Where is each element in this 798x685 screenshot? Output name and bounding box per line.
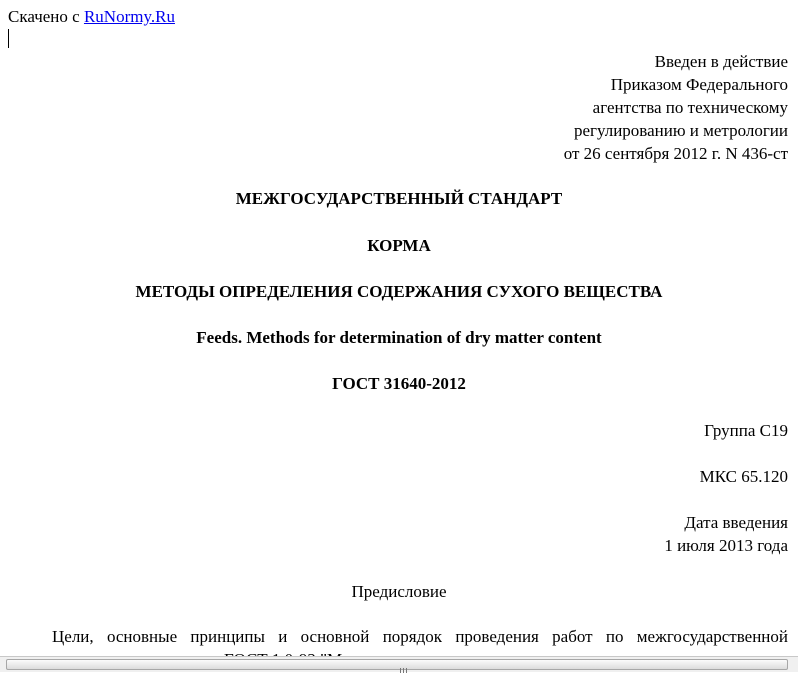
approval-line: Введен в действие [654,52,788,71]
effective-date-label: Дата введения [684,513,788,532]
scrollbar-thumb[interactable] [6,659,788,670]
approval-line: Приказом Федерального [610,75,788,94]
effective-date-value: 1 июля 2013 года [664,536,788,555]
source-line [8,5,175,28]
foreword-line-2: межгосударственной [636,627,789,646]
standard-code: ГОСТ 31640-2012 [332,374,466,393]
approval-line: агентства по техническому [592,98,788,117]
english-title: Feeds. Methods for determination of dry matter content [196,328,602,347]
source-link[interactable]: RuNormy.Ru [83,7,175,26]
standard-type: МЕЖГОСУДАРСТВЕННЫЙ СТАНДАРТ [235,189,563,208]
horizontal-scrollbar[interactable] [0,656,798,672]
approval-line: регулированию и метрологии [573,121,788,140]
document-subtitle: МЕТОДЫ ОПРЕДЕЛЕНИЯ СОДЕРЖАНИЯ СУХОГО ВЕЩЕСТВА [135,282,663,301]
approval-line: от 26 сентября 2012 г. N 436-ст [563,144,788,163]
group-label: Группа С19 [704,421,788,440]
foreword-line-1: Цели, основные принципы и основной порядок проведения работ по [52,627,624,646]
document-title: КОРМА [367,236,431,255]
foreword-heading: Предисловие [351,582,447,601]
mks-label: МКС 65.120 [699,467,788,486]
source-prefix: Скачено с [8,7,80,26]
grip-icon [400,662,409,667]
text-caret [8,29,9,48]
approval-block [564,50,788,165]
